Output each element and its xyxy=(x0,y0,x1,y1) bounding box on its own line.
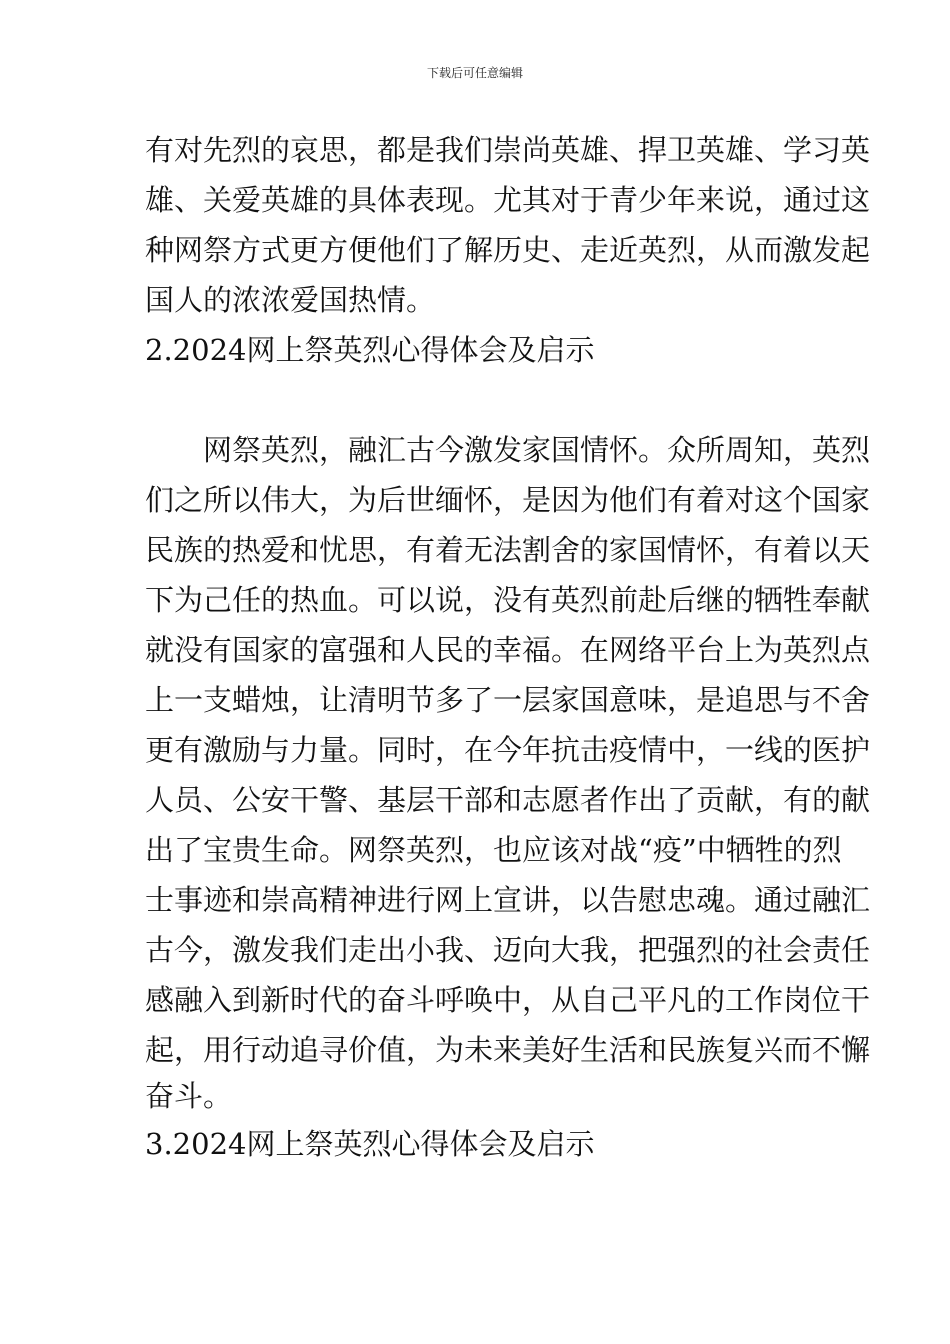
section-heading: 2.2024网上祭英烈心得体会及启示 xyxy=(145,333,595,367)
page-header: 下载后可任意编辑 xyxy=(426,66,523,80)
paragraph-line: 网祭英烈，融汇古今激发家国情怀。众所周知，英烈 xyxy=(203,433,871,467)
paragraph-line: 民族的热爱和忧思，有着无法割舍的家国情怀，有着以天 xyxy=(145,533,871,567)
paragraph-line: 们之所以伟大，为后世缅怀，是因为他们有着对这个国家 xyxy=(145,483,871,517)
paragraph-line: 士事迹和崇高精神进行网上宣讲，以告慰忠魂。通过融汇 xyxy=(145,883,871,917)
paragraph-line: 起，用行动追寻价值，为未来美好生活和民族复兴而不懈 xyxy=(145,1033,871,1067)
paragraph-line: 更有激励与力量。同时，在今年抗击疫情中，一线的医护 xyxy=(145,733,871,767)
paragraph-line: 下为己任的热血。可以说，没有英烈前赴后继的牺牲奉献 xyxy=(145,583,871,617)
paragraph-line: 感融入到新时代的奋斗呼唤中，从自己平凡的工作岗位干 xyxy=(145,983,871,1017)
paragraph-line: 种网祭方式更方便他们了解历史、走近英烈，从而激发起 xyxy=(145,233,871,267)
paragraph-line: 古今，激发我们走出小我、迈向大我，把强烈的社会责任 xyxy=(145,933,871,967)
paragraph-line: 上一支蜡烛，让清明节多了一层家国意味，是追思与不舍 xyxy=(145,683,871,717)
paragraph-line: 国人的浓浓爱国热情。 xyxy=(145,283,436,317)
paragraph-line: 雄、关爱英雄的具体表现。尤其对于青少年来说，通过这 xyxy=(145,183,871,217)
paragraph-line: 出了宝贵生命。网祭英烈，也应该对战“疫”中牺牲的烈 xyxy=(145,833,842,867)
paragraph-line: 奋斗。 xyxy=(145,1079,233,1113)
paragraph-line: 人员、公安干警、基层干部和志愿者作出了贡献，有的献 xyxy=(145,783,871,817)
section-heading: 3.2024网上祭英烈心得体会及启示 xyxy=(145,1127,595,1161)
paragraph-line: 就没有国家的富强和人民的幸福。在网络平台上为英烈点 xyxy=(145,633,871,667)
paragraph-line: 有对先烈的哀思，都是我们崇尚英雄、捍卫英雄、学习英 xyxy=(145,133,871,167)
